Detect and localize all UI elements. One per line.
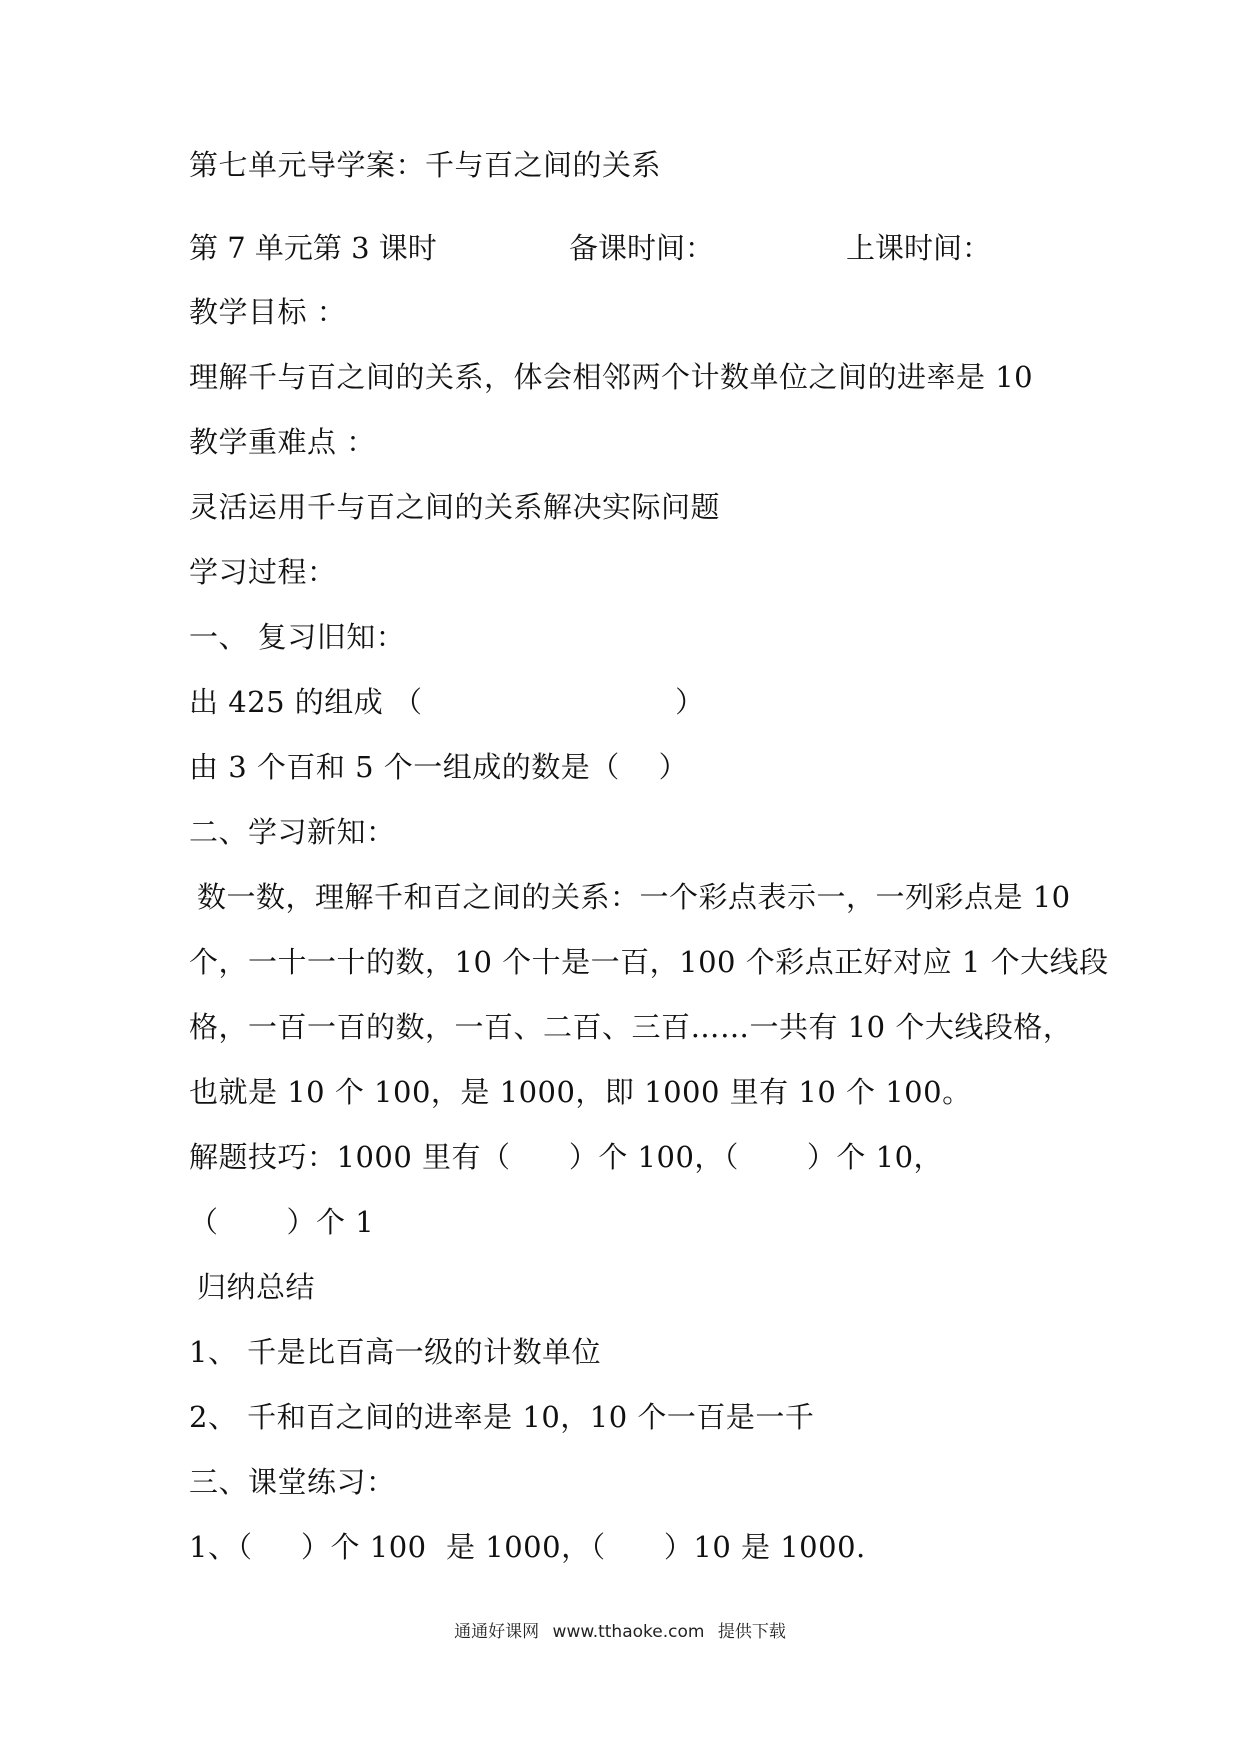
paragraph-line: 数一数，理解千和百之间的关系：一个彩点表示一，一列彩点是 10 (197, 880, 1071, 914)
section2-heading: 二、学习新知： (189, 815, 396, 849)
review-question-1: 出 425 的组成 （ ） (189, 685, 705, 719)
tip-line-1: 解题技巧：1000 里有（ ）个 100，（ ）个 10， (189, 1140, 944, 1174)
section3-heading: 三、课堂练习： (189, 1465, 396, 1499)
footer-site-name: 通通好课网 (454, 1622, 540, 1642)
lesson-label: 第 7 单元第 3 课时 (189, 231, 437, 265)
paragraph-line: 也就是 10 个 100，是 1000，即 1000 里有 10 个 100。 (189, 1075, 972, 1109)
class-time-label: 上课时间： (846, 231, 992, 265)
prep-time-label: 备课时间： (569, 231, 715, 265)
goal-heading: 教学目标 ： (189, 295, 347, 329)
paragraph-line: 格，一百一百的数，一百、二百、三百……一共有 10 个大线段格， (189, 1010, 1073, 1044)
summary-item: 2、 千和百之间的进率是 10，10 个一百是一千 (189, 1400, 815, 1434)
exercise-1: 1、（ ）个 100 是 1000，（ ）10 是 1000. (189, 1530, 866, 1564)
process-heading: 学习过程： (189, 555, 337, 589)
paragraph-line: 个，一十一十的数，10 个十是一百，100 个彩点正好对应 1 个大线段 (189, 945, 1109, 979)
review-question-2: 由 3 个百和 5 个一组成的数是（ ） (189, 750, 689, 784)
goal-text: 理解千与百之间的关系，体会相邻两个计数单位之间的进率是 10 (189, 360, 1034, 394)
section1-heading: 一、 复习旧知： (189, 620, 406, 654)
footer-url[interactable]: www.tthaoke.com (552, 1622, 705, 1642)
key-text: 灵活运用千与百之间的关系解决实际问题 (189, 490, 721, 524)
summary-heading: 归纳总结 (197, 1270, 316, 1304)
footer-suffix: 提供下载 (717, 1622, 786, 1642)
tip-line-2: （ ）个 1 (189, 1205, 375, 1239)
key-heading: 教学重难点 ： (189, 425, 376, 459)
summary-item: 1、 千是比百高一级的计数单位 (189, 1335, 602, 1369)
lesson-header-row (189, 228, 1089, 268)
page-footer (0, 1620, 1240, 1644)
document-title: 第七单元导学案：千与百之间的关系 (189, 148, 662, 182)
